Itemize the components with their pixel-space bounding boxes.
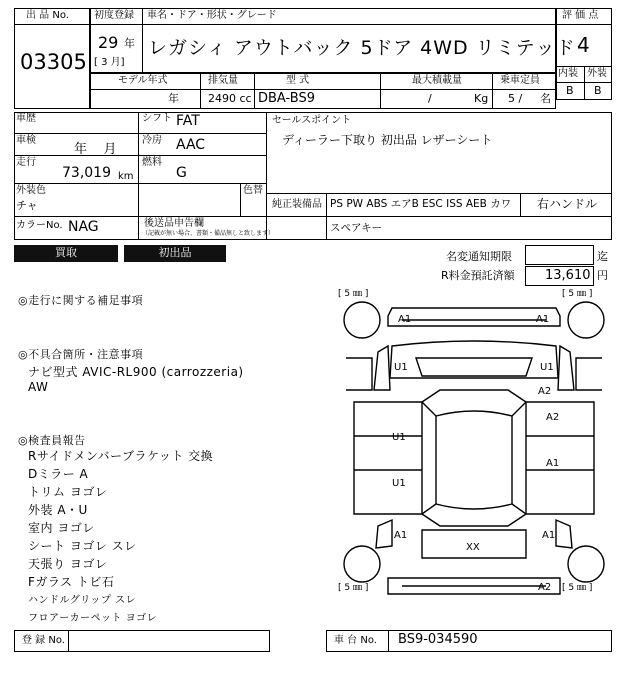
- score: 4: [577, 33, 590, 57]
- inspection-label: 車検: [16, 135, 36, 146]
- capacity: 5 /: [508, 92, 523, 105]
- mark-trunk: XX: [466, 542, 480, 553]
- fuel: G: [176, 165, 187, 181]
- exterior-label: 外装: [587, 68, 607, 79]
- tire-bl-label: [ 5 ㎜ ]: [338, 583, 369, 593]
- max-load-label: 最大積載量: [412, 75, 462, 86]
- recycle-value: 13,610: [545, 268, 591, 283]
- mark-door-r1: A2: [546, 412, 560, 423]
- mark-fender-r: U1: [540, 362, 554, 373]
- mileage-unit: km: [118, 171, 134, 182]
- capacity-unit: 名: [540, 92, 551, 105]
- vehicle-label: 車名・ドア・形状・グレード: [147, 10, 277, 21]
- model-year-unit: 年: [168, 92, 179, 105]
- mark-bumper-r: A2: [538, 582, 552, 593]
- load-value: /: [428, 92, 432, 105]
- windshield-shape: [422, 390, 526, 402]
- recycle-label: R料金預託済額: [441, 269, 515, 282]
- mileage-label: 走行: [16, 157, 36, 168]
- inspector-line: ハンドルグリップ スレ: [28, 595, 137, 606]
- ac: AAC: [176, 137, 206, 153]
- first-reg-year: 29: [98, 33, 119, 52]
- model-code: DBA-BS9: [258, 91, 315, 106]
- first-reg-year-unit: 年: [124, 37, 135, 50]
- load-unit: Kg: [474, 92, 489, 105]
- after-value: スペアキー: [330, 222, 383, 234]
- inspector-line: トリム ヨゴレ: [28, 485, 108, 499]
- mark-door-r2: A1: [546, 458, 560, 469]
- tire-rear-left: [344, 546, 380, 582]
- first-reg-label: 初度登録: [94, 10, 134, 21]
- inspector-line: フロアーカーペット ヨゴレ: [28, 613, 158, 624]
- color-no-label: カラーNo.: [16, 220, 63, 231]
- equipment: PS PW ABS エアB ESC ISS AEB カワ: [330, 198, 512, 210]
- inspector-line: 天張り ヨゴレ: [28, 557, 108, 571]
- front-fender-right: [558, 346, 574, 390]
- name-change-box: [525, 245, 594, 265]
- driving-title: ◎走行に関する補足事項: [18, 294, 144, 307]
- body-side-left: [354, 402, 422, 514]
- fuel-label: 燃料: [142, 157, 162, 168]
- hood-shape: [390, 341, 558, 378]
- lot-no-label: 出 品 No.: [26, 10, 69, 21]
- sales-point-label: セールスポイント: [272, 115, 352, 126]
- inspector-title: ◎検査員報告: [18, 434, 86, 447]
- mark-rear-l: U1: [392, 478, 406, 489]
- front-fender-left: [374, 346, 390, 390]
- tire-front-right: [568, 302, 604, 338]
- sales-point: ディーラー下取り 初出品 レザーシート: [282, 133, 493, 147]
- inspector-line: Fガラス トビ石: [28, 575, 115, 589]
- ac-label: 冷房: [142, 135, 162, 146]
- tire-tl-label: [ 5 ㎜ ]: [338, 289, 369, 299]
- defect-line: ナビ型式 AVIC-RL900 (carrozzeria): [28, 365, 244, 379]
- type-label: 型 式: [286, 75, 310, 86]
- displacement: 2490 cc: [208, 92, 252, 105]
- roof-shape: [436, 411, 512, 509]
- reg-no-label: 登 録 No.: [22, 635, 65, 646]
- inspection-value: 年 月: [74, 142, 117, 157]
- mark-front-l: A1: [398, 314, 412, 325]
- inspector-line: 室内 ヨゴレ: [28, 521, 95, 535]
- after-note: （記載が無い場合、書類・備品無しと致します）: [142, 230, 275, 237]
- mark-fender-r2: A2: [538, 386, 552, 397]
- tire-rear-right: [568, 546, 604, 582]
- rear-glass-shape: [422, 514, 526, 526]
- model-year-label: モデル年式: [118, 75, 168, 86]
- score-label: 評 価 点: [562, 10, 599, 21]
- inspector-line: Rサイドメンバーブラケット 交換: [28, 449, 214, 463]
- name-change-unit: 迄: [597, 250, 608, 263]
- ext-color-label: 外装色: [16, 185, 46, 196]
- shift: FAT: [176, 113, 200, 129]
- history-label: 車歴: [16, 113, 36, 124]
- color-change-label: 色替: [243, 185, 263, 196]
- steering: 右ハンドル: [537, 197, 598, 211]
- mark-front-r: A1: [536, 314, 550, 325]
- displacement-label: 排気量: [208, 75, 238, 86]
- lot-no: 03305: [20, 50, 87, 74]
- color-no: NAG: [68, 219, 99, 235]
- equipment-label: 純正装備品: [272, 199, 322, 210]
- recycle-unit: 円: [597, 269, 608, 282]
- capacity-label: 乗車定員: [500, 75, 540, 86]
- body-side-right: [526, 402, 594, 514]
- ext-color: チャ: [16, 199, 38, 212]
- mileage: 73,019: [62, 165, 111, 181]
- tire-tr-label: [ 5 ㎜ ]: [562, 289, 593, 299]
- mark-quarter-r: A1: [542, 530, 556, 541]
- name-change-label: 名変通知期限: [446, 250, 512, 263]
- tag-purchase: 買取: [14, 245, 118, 262]
- mark-fender-l: U1: [394, 362, 408, 373]
- tire-br-label: [ 5 ㎜ ]: [562, 583, 593, 593]
- chassis-no: BS9-034590: [398, 632, 478, 647]
- front-bumper-shape: [388, 308, 560, 326]
- defects-title: ◎不具合箇所・注意事項: [18, 348, 144, 361]
- interior-grade: B: [566, 84, 574, 97]
- tag-first-listing: 初出品: [124, 245, 226, 262]
- first-reg-month: [ 3 月]: [94, 57, 125, 68]
- tire-front-left: [344, 302, 380, 338]
- shift-label: シフト: [142, 113, 172, 124]
- interior-label: 内装: [558, 68, 578, 79]
- car-damage-diagram: [336, 286, 612, 626]
- car-name: レガシィ アウトバック 5ドア 4WD リミテッド: [148, 37, 576, 59]
- inspector-line: Dミラー A: [28, 467, 89, 481]
- defect-line: AW: [28, 380, 49, 394]
- inspector-line: 外装 A・U: [28, 503, 88, 517]
- exterior-grade: B: [594, 84, 602, 97]
- after-label: 後送品申告欄: [144, 218, 204, 229]
- inspector-line: シート ヨゴレ スレ: [28, 539, 137, 553]
- mark-door-l: U1: [392, 432, 406, 443]
- chassis-label: 車 台 No.: [334, 635, 377, 646]
- mark-quarter-l: A1: [394, 530, 408, 541]
